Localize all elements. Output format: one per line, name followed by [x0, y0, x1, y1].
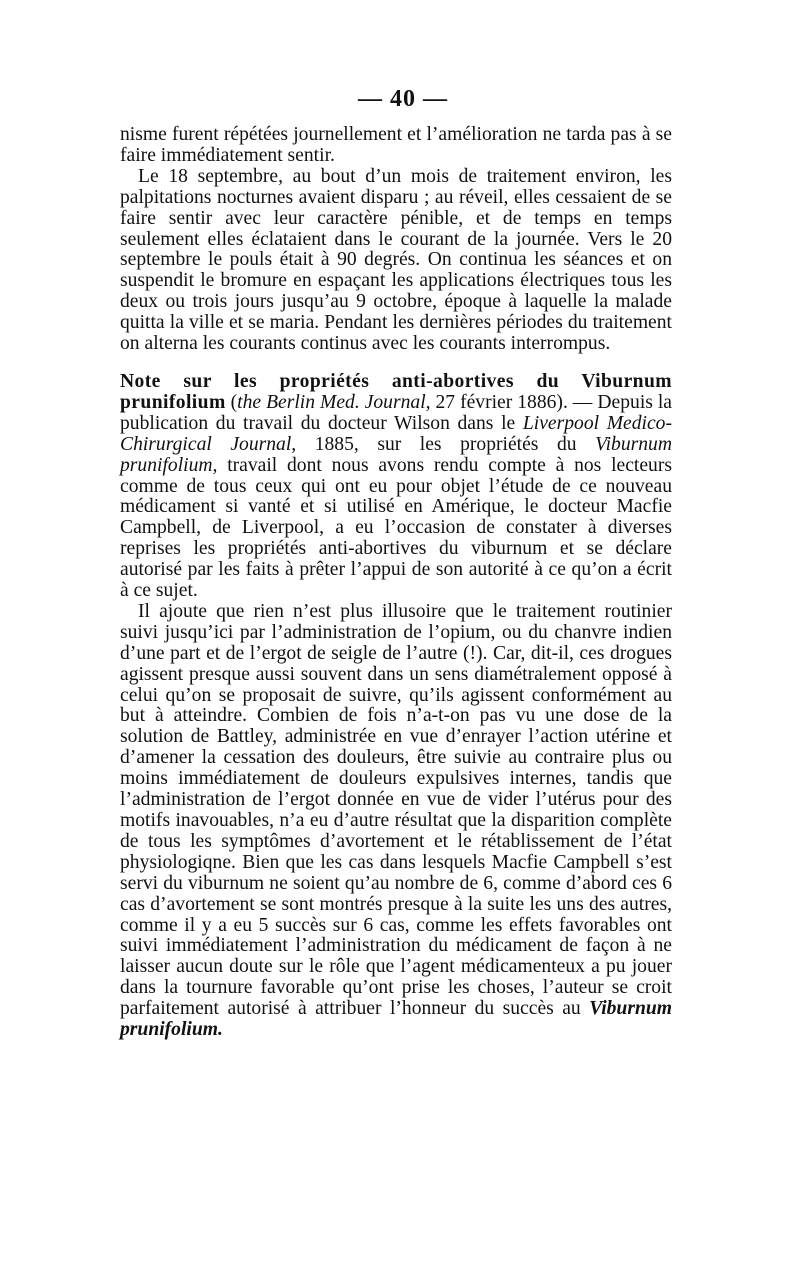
note-title: Note sur les propriétés anti-abortives du Viburnum prunifolium — [120, 370, 672, 413]
paragraph-continuation: nisme furent répétées journellement et l’amélioration ne tarda pas à se faire immédiatement sentir. — [120, 124, 672, 166]
paragraph-argument-text: Il ajoute que rien n’est plus illusoire que le traitement routinier suivi jusqu’ici par l’administration de l’opium, ou du chanvre indien d’une part et de l’ergot de seigle de l’autre (!). Car, dit-il, ces drogues agissent presque aussi souvent dans un sens diamétralement opposé à celui qu’on se proposait de suivre, qu’ils agissent conformément au but à atteindre. Combien de fois n’a-t-on pas vu une dose de la solution de Battley, administrée en vue d’enrayer l’action utérine et d’amener la cessation des douleurs, être suivie au contraire plus ou moins immédiatement de douleurs expulsives internes, tandis que l’administration de l’ergot donnée en vue de vider l’utérus pour des motifs inavouables, n’a eu d’autre résultat que la disparition complète de tous les symptômes d’avortement et le rétablissement de l’état physiologiqne. Bien que les cas dans lesquels Macfie Campbell s’est servi du viburnum ne soient qu’au nombre de 6, comme d’abord ces 6 cas d’avortement se sont montrés presque à la suite les uns des autres, comme il y a eu 5 succès sur 6 cas, comme les effets favorables ont suivi immédiatement l’administration du médicament de façon à ne laisser aucun doute sur le rôle que l’agent médicamenteux a pu jouer dans la tournure favorable qu’ont prise les choses, l’auteur se croit parfaitement autorisé à attribuer l’honneur du succès au — [120, 600, 672, 1020]
source-open: ( — [225, 391, 238, 413]
plant-name: Viburnum prunifolium, — [120, 433, 672, 476]
note-text-3: travail dont nous avons rendu compte à nos lecteurs comme de tous ceux qui ont eu pour objet l’étude de ce nouveau médicament si vanté et si utilisé en Amérique, le docteur Macfie Campbell, de Liverpool, a eu l’occasion de constater à diverses reprises les propriétés anti-abortives du viburnum et se déclare autorisé par les faits à prêter l’appui de son autorité à ce qu’on a écrit à ce sujet. — [120, 454, 672, 602]
note-paragraph — [120, 372, 672, 602]
note-text-2: 1885, sur les propriétés du — [296, 433, 596, 455]
journal-name: Liverpool Medico-Chirurgical Journal, — [120, 412, 672, 455]
note-text-1: Depuis la publication du travail du docteur Wilson dans le — [120, 391, 672, 434]
source-date: 27 février 1886). — — [430, 391, 598, 413]
paragraph-treatment: Le 18 septembre, au bout d’un mois de traitement environ, les palpitations nocturnes avaient disparu ; au réveil, elles cessaient de se faire sentir avec leur caractère pénible, et de temps en temps seulement elles éclataient dans le courant de la journée. Vers le 20 septembre le pouls était à 90 degrés. On continua les séances et on suspendit le bromure en espaçant les applications électriques tous les deux ou trois jours jusqu’au 9 octobre, époque à laquelle la malade quitta la ville et se maria. Pendant les dernières périodes du traitement on alterna les courants continus avec les courants interrompus. — [120, 165, 672, 355]
plant-name-final: Viburnum prunifolium. — [120, 998, 672, 1041]
source-journal: the Berlin Med. Journal, — [237, 391, 431, 413]
page-number: — 40 — — [358, 86, 448, 112]
paragraph-argument — [120, 602, 672, 1041]
